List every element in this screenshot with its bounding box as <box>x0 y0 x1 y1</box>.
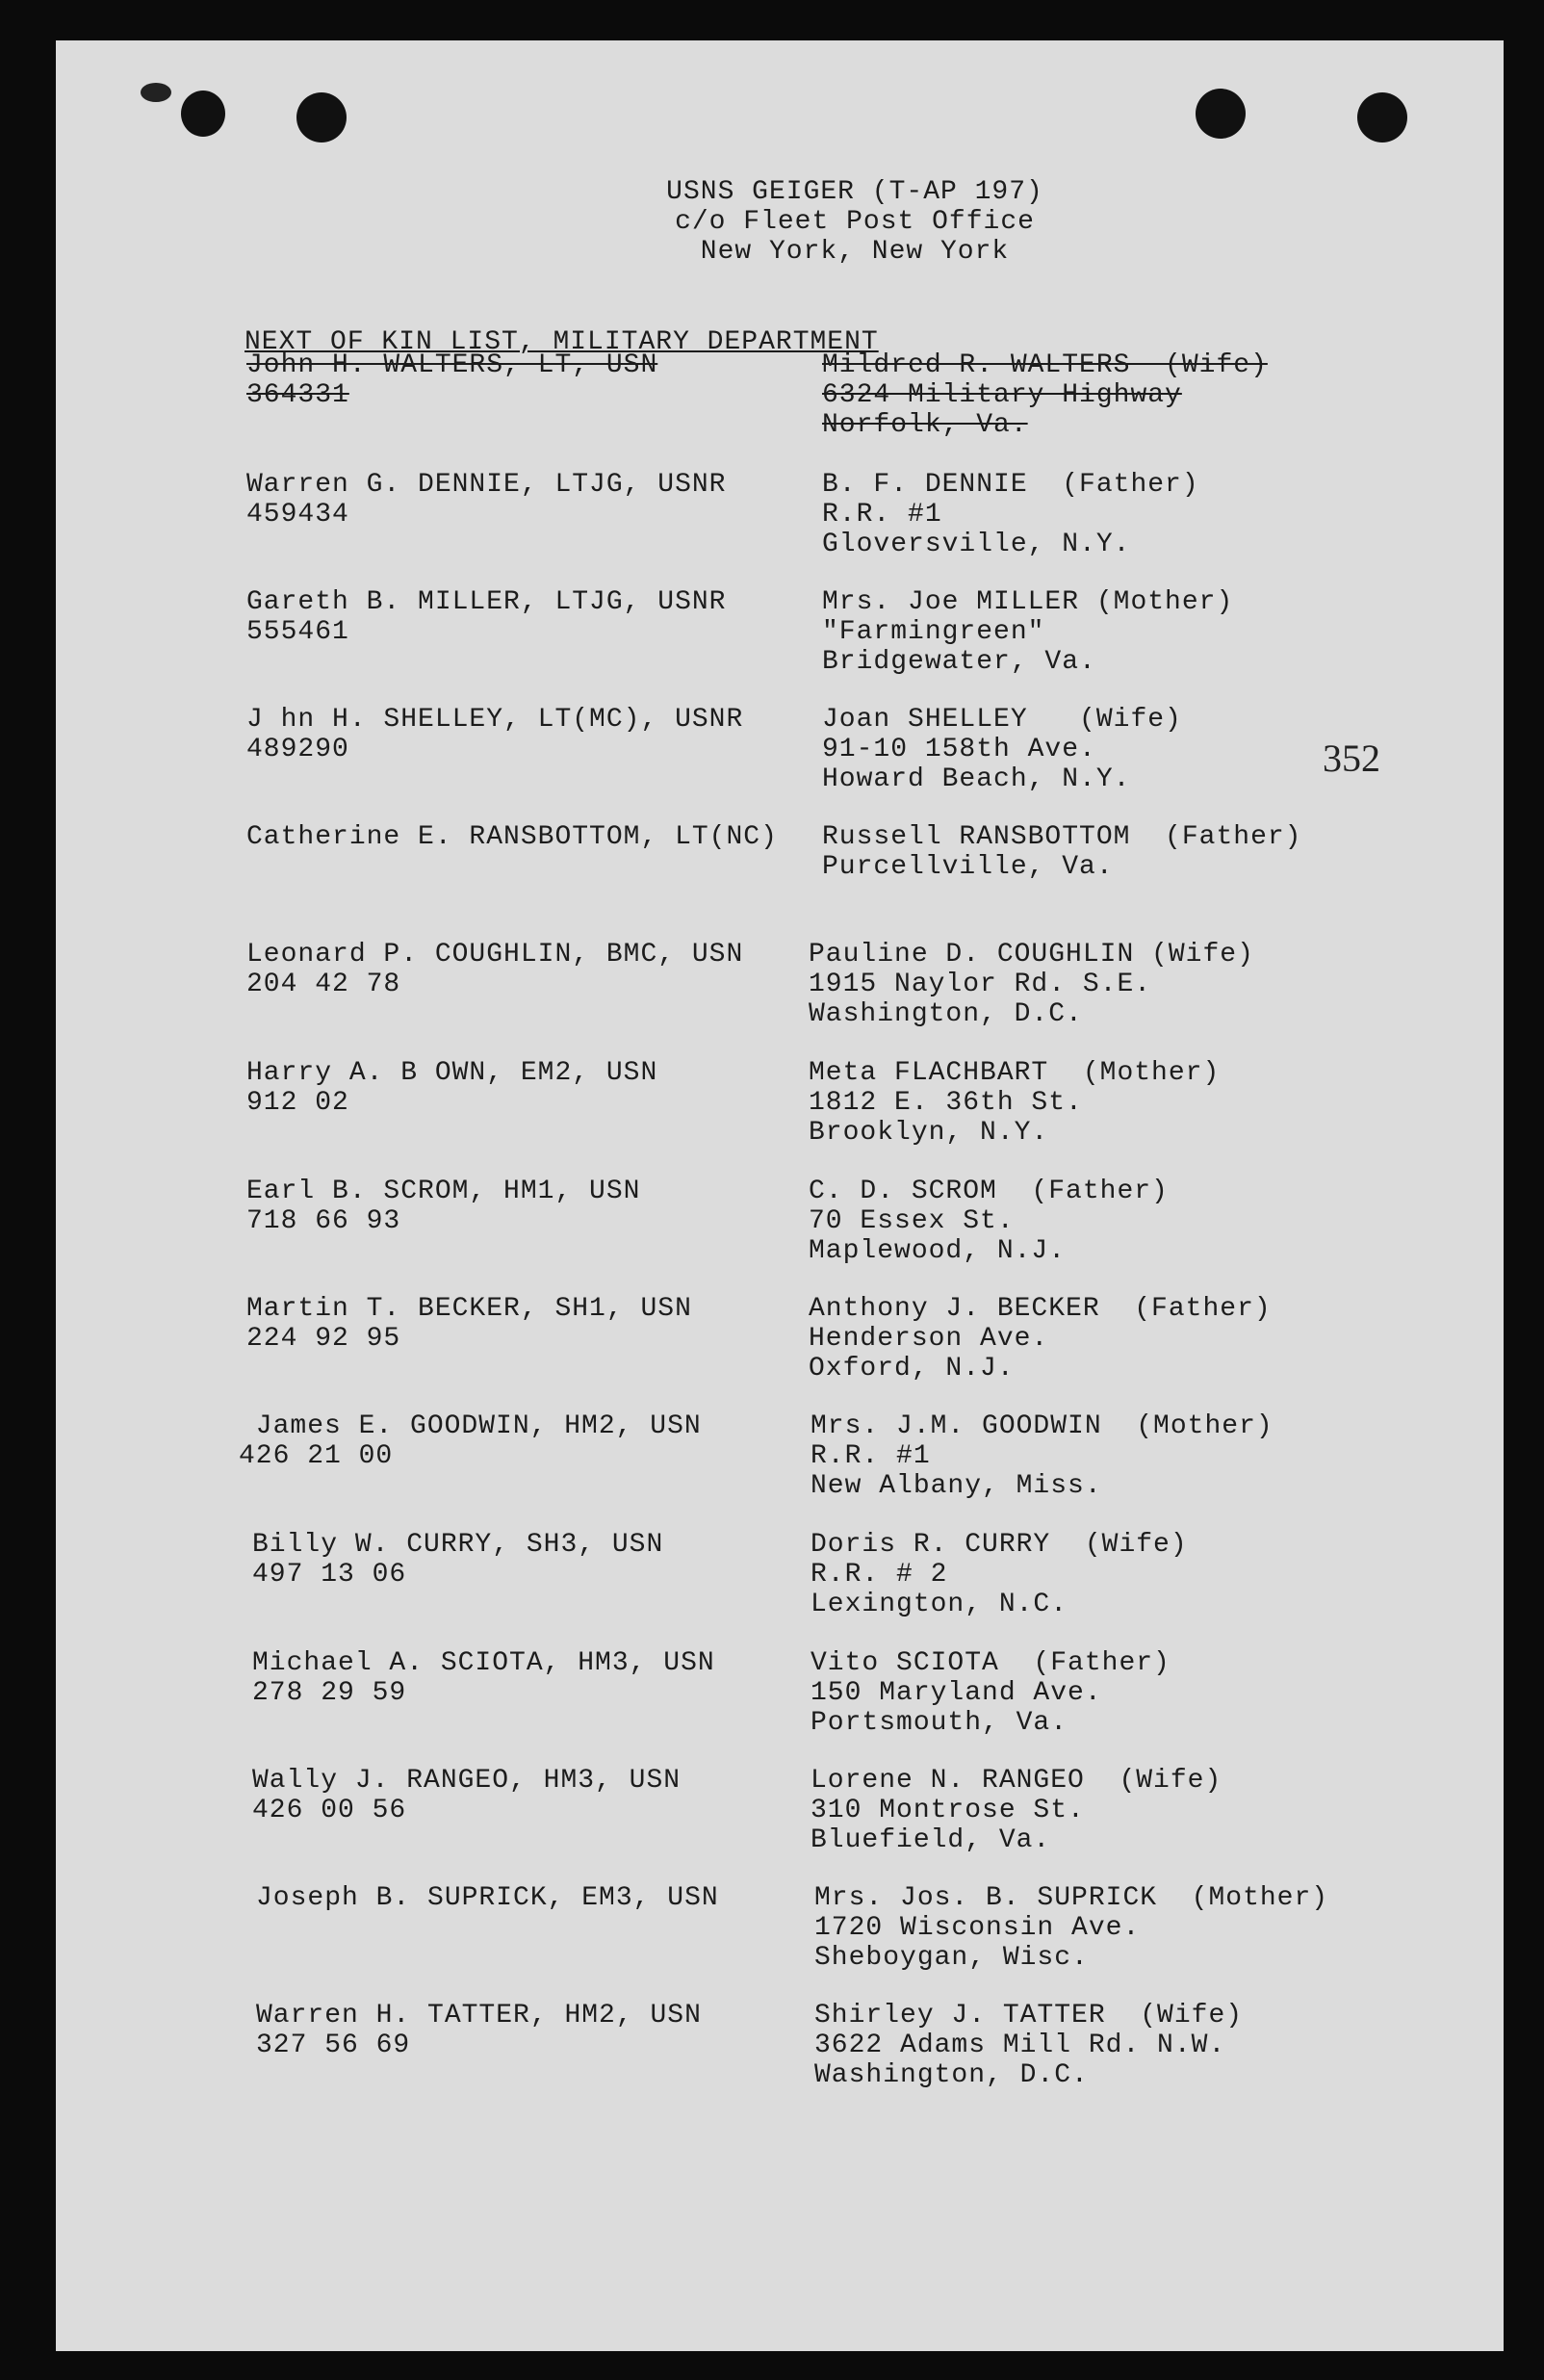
kin-address-line: 70 Essex St. <box>809 1206 1015 1236</box>
kin-address-line: New Albany, Miss. <box>811 1471 1102 1501</box>
service-number: 718 66 93 <box>246 1206 401 1236</box>
service-number: 426 21 00 <box>239 1441 394 1471</box>
kin-name-relation: Mildred R. WALTERS (Wife) <box>822 350 1268 380</box>
kin-address-line: Bridgewater, Va. <box>822 647 1096 677</box>
kin-address-line: 1915 Naylor Rd. S.E. <box>809 970 1152 999</box>
next-of-kin <box>822 587 1233 677</box>
service-member <box>252 1766 681 1825</box>
punch-hole <box>1357 92 1407 142</box>
kin-address-line: 150 Maryland Ave. <box>811 1678 1102 1708</box>
member-name-rank: Gareth B. MILLER, LTJG, USNR <box>246 587 727 617</box>
ink-smudge <box>141 83 171 102</box>
next-of-kin <box>822 350 1268 440</box>
service-member <box>246 705 743 764</box>
member-name-rank: Joseph B. SUPRICK, EM3, USN <box>256 1883 719 1913</box>
member-name-rank: Catherine E. RANSBOTTOM, LT(NC) <box>246 822 778 852</box>
next-of-kin <box>822 822 1301 882</box>
next-of-kin <box>822 705 1182 794</box>
kin-address-line: Brooklyn, N.Y. <box>809 1118 1049 1148</box>
header-line: New York, New York <box>700 237 1010 267</box>
kin-name-relation: C. D. SCROM (Father) <box>809 1177 1169 1206</box>
next-of-kin <box>814 2001 1243 2090</box>
member-name-rank: Leonard P. COUGHLIN, BMC, USN <box>246 940 744 970</box>
document-title: NEXT OF KIN LIST, MILITARY DEPARTMENT <box>244 327 879 357</box>
next-of-kin <box>811 1411 1274 1501</box>
service-member <box>246 470 726 530</box>
service-number: 327 56 69 <box>256 2031 411 2060</box>
kin-name-relation: B. F. DENNIE (Father) <box>822 470 1199 500</box>
kin-name-relation: Joan SHELLEY (Wife) <box>822 705 1182 735</box>
service-number: 555461 <box>246 617 349 647</box>
service-member <box>256 2001 702 2060</box>
member-name-rank: Michael A. SCIOTA, HM3, USN <box>252 1648 715 1678</box>
member-name-rank: Martin T. BECKER, SH1, USN <box>246 1294 692 1324</box>
service-number: 912 02 <box>246 1088 349 1118</box>
kin-address-line: Lexington, N.C. <box>811 1590 1068 1619</box>
kin-address-line: 3622 Adams Mill Rd. N.W. <box>814 2031 1226 2060</box>
kin-name-relation: Russell RANSBOTTOM (Father) <box>822 822 1302 852</box>
kin-name-relation: Anthony J. BECKER (Father) <box>809 1294 1272 1324</box>
kin-address-line: 1720 Wisconsin Ave. <box>814 1913 1141 1943</box>
ship-address-header <box>595 177 1115 267</box>
kin-address-line: Purcellville, Va. <box>822 852 1114 882</box>
service-number: 489290 <box>246 735 349 764</box>
next-of-kin <box>811 1766 1222 1855</box>
kin-address-line: R.R. #1 <box>822 500 942 530</box>
service-number: 204 42 78 <box>246 970 401 999</box>
kin-address-line: Washington, D.C. <box>809 999 1083 1029</box>
kin-address-line: 6324 Military Highway <box>822 380 1182 410</box>
service-member <box>246 350 657 410</box>
kin-name-relation: Mrs. Jos. B. SUPRICK (Mother) <box>814 1883 1329 1913</box>
next-of-kin <box>809 1058 1220 1148</box>
next-of-kin <box>809 1177 1169 1266</box>
next-of-kin <box>809 1294 1272 1384</box>
page-number: 352 <box>1323 737 1380 780</box>
kin-address-line: "Farmingreen" <box>822 617 1045 647</box>
next-of-kin <box>811 1648 1171 1738</box>
service-number: 426 00 56 <box>252 1796 407 1825</box>
service-number: 278 29 59 <box>252 1678 407 1708</box>
kin-address-line: Sheboygan, Wisc. <box>814 1943 1089 1973</box>
next-of-kin <box>811 1530 1188 1619</box>
service-member <box>246 587 726 647</box>
service-member <box>246 940 743 999</box>
header-line: c/o Fleet Post Office <box>675 207 1035 237</box>
kin-name-relation: Pauline D. COUGHLIN (Wife) <box>809 940 1254 970</box>
kin-address-line: 1812 E. 36th St. <box>809 1088 1083 1118</box>
service-member <box>246 822 778 852</box>
member-name-rank: Warren H. TATTER, HM2, USN <box>256 2001 702 2031</box>
kin-name-relation: Meta FLACHBART (Mother) <box>809 1058 1221 1088</box>
service-member <box>246 1058 657 1118</box>
member-name-rank: Earl B. SCROM, HM1, USN <box>246 1177 641 1206</box>
member-name-rank: Harry A. B OWN, EM2, USN <box>246 1058 658 1088</box>
kin-name-relation: Vito SCIOTA (Father) <box>811 1648 1171 1678</box>
kin-address-line: Oxford, N.J. <box>809 1354 1015 1384</box>
kin-name-relation: Doris R. CURRY (Wife) <box>811 1530 1188 1560</box>
kin-address-line: Norfolk, Va. <box>822 410 1028 440</box>
service-number: 224 92 95 <box>246 1324 401 1354</box>
punch-hole <box>181 91 225 137</box>
kin-address-line: Maplewood, N.J. <box>809 1236 1067 1266</box>
member-name-rank: James E. GOODWIN, HM2, USN <box>239 1411 702 1441</box>
kin-address-line: Portsmouth, Va. <box>811 1708 1068 1738</box>
service-member <box>252 1648 715 1708</box>
service-member <box>246 1177 640 1236</box>
kin-name-relation: Mrs. Joe MILLER (Mother) <box>822 587 1234 617</box>
next-of-kin <box>822 470 1199 559</box>
kin-address-line: R.R. # 2 <box>811 1560 948 1590</box>
service-number: 497 13 06 <box>252 1560 407 1590</box>
kin-name-relation: Mrs. J.M. GOODWIN (Mother) <box>811 1411 1274 1441</box>
next-of-kin <box>809 940 1254 1029</box>
next-of-kin <box>814 1883 1328 1973</box>
kin-address-line: Bluefield, Va. <box>811 1825 1051 1855</box>
member-name-rank: Warren G. DENNIE, LTJG, USNR <box>246 470 727 500</box>
service-member <box>246 1294 692 1354</box>
header-line: USNS GEIGER (T-AP 197) <box>666 177 1043 207</box>
service-member <box>239 1411 702 1471</box>
punch-hole <box>1196 89 1246 139</box>
service-member <box>256 1883 719 1913</box>
document-page <box>56 40 1504 2351</box>
punch-hole <box>296 92 347 142</box>
service-number: 364331 <box>246 380 349 410</box>
kin-address-line: Howard Beach, N.Y. <box>822 764 1131 794</box>
member-name-rank: Wally J. RANGEO, HM3, USN <box>252 1766 682 1796</box>
member-name-rank: Billy W. CURRY, SH3, USN <box>252 1530 664 1560</box>
kin-address-line: R.R. #1 <box>811 1441 931 1471</box>
kin-address-line: 91-10 158th Ave. <box>822 735 1096 764</box>
kin-address-line: 310 Montrose St. <box>811 1796 1085 1825</box>
kin-address-line: Gloversville, N.Y. <box>822 530 1131 559</box>
kin-name-relation: Shirley J. TATTER (Wife) <box>814 2001 1244 2031</box>
kin-address-line: Henderson Ave. <box>809 1324 1049 1354</box>
service-number: 459434 <box>246 500 349 530</box>
service-member <box>252 1530 663 1590</box>
member-name-rank: John H. WALTERS, LT, USN <box>246 350 658 380</box>
member-name-rank: J hn H. SHELLEY, LT(MC), USNR <box>246 705 744 735</box>
kin-address-line: Washington, D.C. <box>814 2060 1089 2090</box>
kin-name-relation: Lorene N. RANGEO (Wife) <box>811 1766 1222 1796</box>
